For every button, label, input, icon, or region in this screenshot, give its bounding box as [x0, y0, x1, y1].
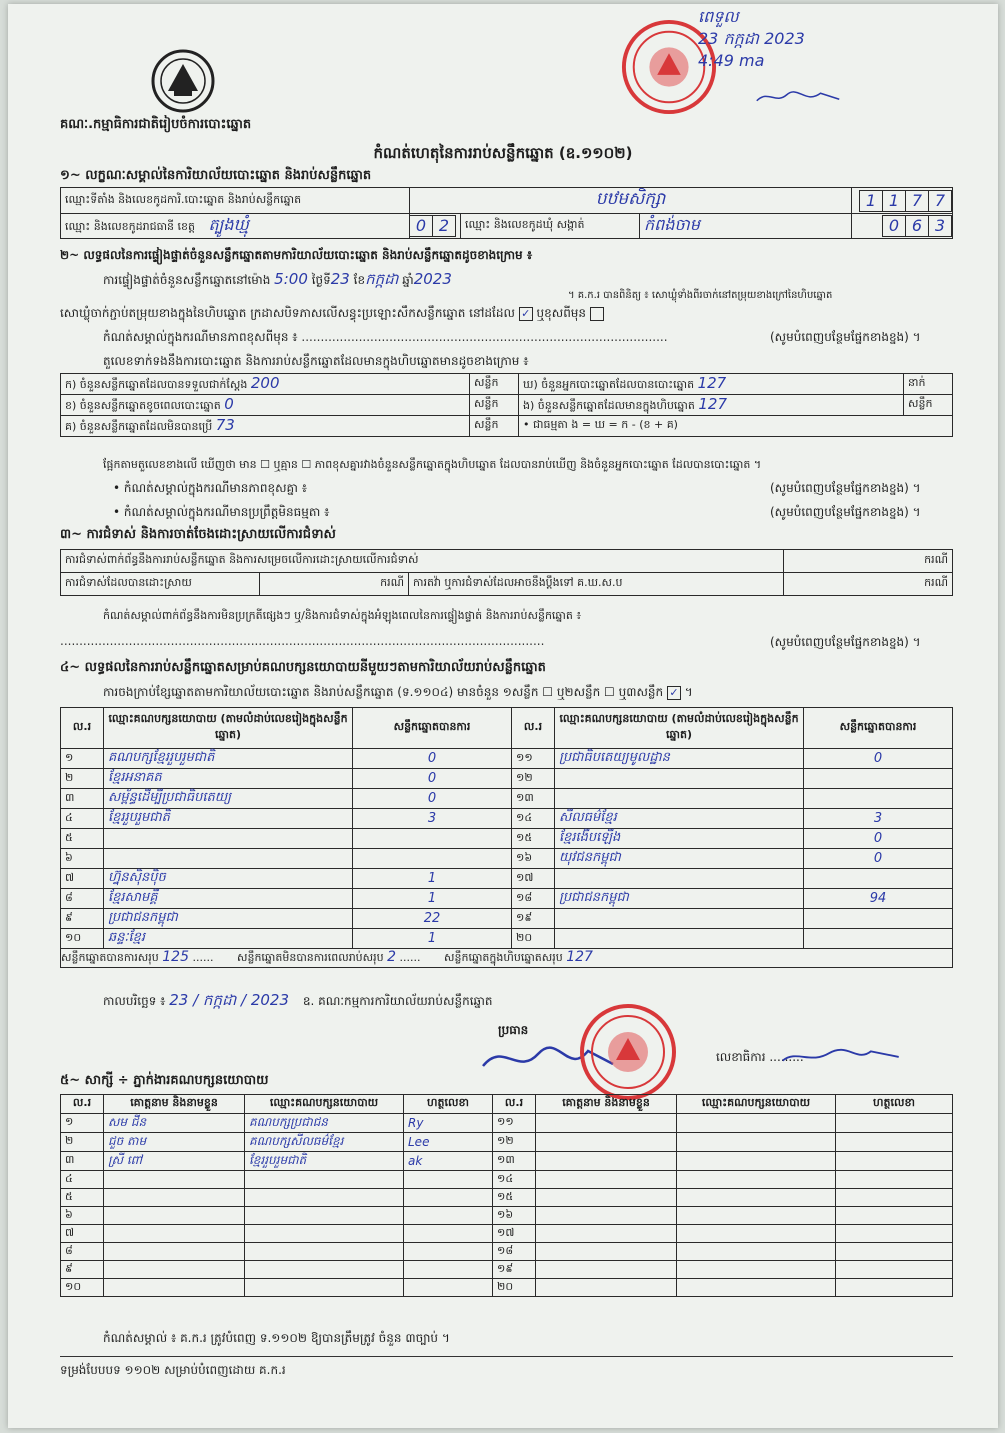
witness-row — [61, 1171, 953, 1189]
station-name-value: បឋមសិក្សា — [410, 188, 852, 214]
secretary-line: លេខាធិការ ......... — [716, 1050, 804, 1064]
witness-number: ១០ — [61, 1279, 104, 1297]
witness-number: ១៣ — [493, 1152, 536, 1171]
witness-party — [677, 1189, 836, 1207]
date-line: កាលបរិច្ឆេទ ៖ 23 / កក្កដា / 2023 ឧ. គណៈកម្មការការិយាល័យរាប់សន្លឹកឆ្នោត — [103, 991, 493, 1009]
party-number: ២ — [61, 769, 104, 789]
party-row — [61, 809, 953, 829]
party-number: ៥ — [61, 829, 104, 849]
party-number: ១៣ — [512, 789, 555, 809]
verification-day: 23 — [330, 270, 350, 288]
witness-number: ៦ — [61, 1207, 104, 1225]
witness-row — [61, 1243, 953, 1261]
witness-party — [677, 1152, 836, 1171]
witness-name — [104, 1189, 245, 1207]
witness-number: ១ — [61, 1114, 104, 1133]
witness-name — [536, 1189, 677, 1207]
witness-number: ៨ — [61, 1243, 104, 1261]
witness-row — [61, 1189, 953, 1207]
witness-party — [245, 1279, 404, 1297]
party-name — [104, 849, 353, 869]
witness-party — [677, 1243, 836, 1261]
party-number: ១០ — [61, 929, 104, 949]
spoiled-label: ខ) ចំនួនសន្លឹកឆ្នោតខូចពេលបោះឆ្នោត — [65, 399, 221, 412]
party-name — [555, 909, 804, 929]
witness-signature — [836, 1189, 953, 1207]
bullet-difference: • កំណត់សម្គាល់ក្នុងករណីមានភាពខុសគ្នា ៖ — [113, 481, 308, 495]
party-votes — [353, 849, 512, 869]
sheet-count-line: ការចងក្រាប់ខ្សែឆ្នោតតាមការិយាល័យបោះឆ្នោត និងរាប់សន្លឹកឆ្នោត (ទ.១១០៤) មានចំនួន ១សន្លឹក ☐ ឬ២សន្លឹក ☐ ឬ៣សន្លឹក ✓ ។ — [103, 685, 693, 699]
witness-number: ១២ — [493, 1133, 536, 1152]
party-number: ១៧ — [512, 869, 555, 889]
in-box-label: ង) ចំនួនសន្លឹកឆ្នោតដែលមានក្នុងហិបឆ្នោត — [523, 399, 695, 412]
party-name: សម្ព័ន្ធដើម្បីប្រជាធិបតេយ្យ — [104, 789, 353, 809]
party-row — [61, 749, 953, 769]
witness-party — [245, 1189, 404, 1207]
party-votes — [804, 909, 953, 929]
witness-name — [536, 1207, 677, 1225]
party-number: ១៦ — [512, 849, 555, 869]
form-title: កំណត់ហេតុនៃការរាប់សន្លឹកឆ្នោត (ឧ.១១០២) — [373, 144, 633, 162]
witness-party — [245, 1171, 404, 1189]
witness-name — [536, 1279, 677, 1297]
witness-party — [677, 1225, 836, 1243]
counts-table: ក) ចំនួនសន្លឹកឆ្នោតដែលបានទទួលជាក់ស្តែង 200 សន្លឹក ឃ) ចំនួនអ្នកបោះឆ្នោតដែលបានបោះឆ្នោត 127 នាក់ ខ) ចំនួនសន្លឹកឆ្នោតខូចពេលបោះឆ្នោត 0 សន្លឹក ង) ចំនួនសន្លឹកឆ្នោតដែលមានក្នុងហិបឆ្នោត 127 សន្លឹក គ) ចំនួនសន្លឹកឆ្នោតដែលមិនបានប្រើ 73 សន្លឹក • ជាធម្មតា ង = ឃ = ក - (ខ + គ) — [60, 373, 953, 437]
witness-party — [677, 1114, 836, 1133]
difference-note: កំណត់សម្គាល់ក្នុងករណីមានភាពខុសពីមុន ៖ ................................................................................................ — [103, 330, 668, 344]
witness-row — [61, 1114, 953, 1133]
witness-name — [104, 1171, 245, 1189]
witness-party — [677, 1279, 836, 1297]
official-stamp-bottom — [578, 1002, 678, 1102]
party-name: យុវជនកម្ពុជា — [555, 849, 804, 869]
party-votes: 94 — [804, 889, 953, 909]
witness-number: ៤ — [61, 1171, 104, 1189]
appealed-complaints: ការតវ៉ា ឬការជំទាស់ដែលអាចនឹងប្តឹងទៅ គ.ឃ.ស.ប — [409, 573, 784, 596]
footer-divider — [60, 1356, 953, 1357]
party-votes — [804, 789, 953, 809]
party-name: សីលធម៌ខ្មែរ — [555, 809, 804, 829]
witness-name: ជួច តាម — [104, 1133, 245, 1152]
station-name-label: ឈ្មោះទីតាំង និងលេខកូដការិ.បោះឆ្នោត និងរាប់សន្លឹកឆ្នោត — [61, 188, 410, 214]
witness-signature: Lee — [404, 1133, 493, 1152]
witness-party: គណបក្សប្រជាជន — [245, 1114, 404, 1133]
witness-number: ៥ — [61, 1189, 104, 1207]
party-votes: 22 — [353, 909, 512, 929]
party-votes: 1 — [353, 869, 512, 889]
witness-row — [61, 1279, 953, 1297]
witness-row — [61, 1152, 953, 1171]
witness-name — [536, 1133, 677, 1152]
party-number: ១៤ — [512, 809, 555, 829]
total-in-box-label: សន្លឹកឆ្នោតក្នុងហិបឆ្នោតសរុប — [444, 951, 563, 964]
party-name: ប្រជាធិបតេយ្យមូលដ្ឋាន — [555, 749, 804, 769]
witness-signature — [836, 1279, 953, 1297]
witness-number: ១៤ — [493, 1171, 536, 1189]
commune-code: 0 6 3 — [852, 214, 953, 239]
party-number: ៨ — [61, 889, 104, 909]
total-invalid-value: 2 — [387, 949, 397, 965]
party-votes: 0 — [804, 849, 953, 869]
party-number: ៦ — [61, 849, 104, 869]
received-value: 200 — [250, 374, 280, 392]
party-name: ខ្មែររួបរួមជាតិ — [104, 809, 353, 829]
party-number: ១៩ — [512, 909, 555, 929]
witness-number: ១៨ — [493, 1243, 536, 1261]
chair-label: ប្រធាន — [498, 1023, 529, 1037]
witness-party — [245, 1225, 404, 1243]
form-footer: ទម្រង់បែបបទ ១១០២ សម្រាប់បំពេញដោយ គ.ក.រ — [60, 1363, 286, 1377]
witness-number: ១៦ — [493, 1207, 536, 1225]
received-label: ក) ចំនួនសន្លឹកឆ្នោតដែលបានទទួលជាក់ស្តែង — [65, 378, 248, 391]
party-number: ៧ — [61, 869, 104, 889]
fill-hint: (សូមបំពេញបន្ថែមផ្នែកខាងខ្នង) ។ — [770, 330, 921, 344]
verification-year: 2023 — [413, 270, 452, 288]
complaints-table: ការជំទាស់ពាក់ព័ន្ធនឹងការរាប់សន្លឹកឆ្នោត និងការសម្រេចលើការដោះស្រាយលើការជំទាស់ ករណី ការជំទាស់ដែលបានដោះស្រាយ ករណី ការតវ៉ា ឬការជំទាស់ដែលអាចនឹងប្តឹងទៅ គ.ឃ.ស.ប ករណី — [60, 549, 953, 596]
party-row — [61, 929, 953, 949]
province-value: ត្បូងឃ្មុំ — [208, 215, 249, 234]
party-row — [61, 889, 953, 909]
witness-signature — [404, 1171, 493, 1189]
witness-signature — [836, 1261, 953, 1279]
party-number: ៩ — [61, 909, 104, 929]
party-votes: 0 — [804, 829, 953, 849]
party-votes — [804, 929, 953, 949]
witness-signature — [404, 1261, 493, 1279]
party-name: ហ្វ៊ុនស៊ិនប៉ិច — [104, 869, 353, 889]
party-votes: 0 — [353, 749, 512, 769]
witness-name — [536, 1171, 677, 1189]
secretary-signature — [778, 1042, 908, 1070]
unused-label: គ) ចំនួនសន្លឹកឆ្នោតដែលមិនបានប្រើ — [65, 420, 213, 433]
verification-time: 5:00 — [274, 270, 308, 288]
party-name: គណបក្សខ្មែររួបរួមជាតិ — [104, 749, 353, 769]
witness-number: ១៧ — [493, 1225, 536, 1243]
party-number: ៣ — [61, 789, 104, 809]
receiver-signature — [753, 82, 843, 112]
party-number: ១២ — [512, 769, 555, 789]
witness-signature — [404, 1279, 493, 1297]
bullet-irregular: • កំណត់សម្គាល់ក្នុងករណីមានប្រព្រឹត្តមិនធម្មតា ៖ — [113, 505, 330, 519]
seal-line: សោឃ្លុំចាក់ភ្ជាប់តម្រុយខាងក្នុងនៃហិបឆ្នោត ក្រដាសបិទភាសលើសន្ធុះប្រឡោះសឹកសន្លឹកឆ្នោត នៅដដែល ✓ ឬខុសពីមុន — [60, 305, 604, 323]
witness-name — [104, 1261, 245, 1279]
witness-name — [536, 1261, 677, 1279]
witness-number: ១៥ — [493, 1189, 536, 1207]
witness-party — [677, 1207, 836, 1225]
three-sheets-checkbox[interactable]: ✓ — [667, 686, 681, 700]
voters-value: 127 — [697, 374, 727, 392]
verification-month: កក្កដា — [365, 270, 399, 288]
witness-signature — [836, 1133, 953, 1152]
party-row — [61, 869, 953, 889]
party-row — [61, 909, 953, 929]
witness-signature: ak — [404, 1152, 493, 1171]
party-number: ៤ — [61, 809, 104, 829]
witness-number: ៧ — [61, 1225, 104, 1243]
witness-signature — [404, 1189, 493, 1207]
different-checkbox[interactable] — [590, 307, 604, 321]
witness-row — [61, 1261, 953, 1279]
witness-party — [677, 1261, 836, 1279]
witness-row — [61, 1225, 953, 1243]
witness-party: គណបក្សសីលធម៌ខ្មែរ — [245, 1133, 404, 1152]
witness-signature: Ry — [404, 1114, 493, 1133]
witness-table: ល.រ គោត្តនាម និងនាមខ្លួន ឈ្មោះគណបក្សនយោបាយ ហត្ថលេខា ល.រ គោត្តនាម និងនាមខ្លួន ឈ្មោះគណបក្សនយោបាយ ហត្ថលេខា ១ សម ជីន គណបក្សប្រជាជន Ry ១១ ២ ជួច តាម គណបក្សសីលធម៌ខ្មែរ Lee ១២ ៣ ស្រី ពៅ ខ្មែររួបរួមជាតិ ak ១៣ ៤ ១៤ ៥ ១៥ ៦ ១៦ ៧ ១៧ ៨ ១៨ ៩ ១៩ ១០ ២០ — [60, 1094, 953, 1297]
polling-station-table — [60, 187, 953, 239]
total-valid-value: 125 — [162, 949, 189, 965]
witness-name — [104, 1279, 245, 1297]
witness-signature — [836, 1171, 953, 1189]
party-votes: 0 — [804, 749, 953, 769]
party-name: ប្រជាជនកម្ពុជា — [104, 909, 353, 929]
witness-name — [536, 1225, 677, 1243]
party-votes — [804, 869, 953, 889]
witness-name — [104, 1243, 245, 1261]
party-results-table: ល.រ ឈ្មោះគណបក្សនយោបាយ (តាមលំដាប់លេខរៀងក្នុងសន្លឹកឆ្នោត) សន្លឹកឆ្នោតបានការ ល.រ ឈ្មោះគណបក្សនយោបាយ (តាមលំដាប់លេខរៀងក្នុងសន្លឹកឆ្នោត) សន្លឹកឆ្នោតបានការ ១ គណបក្សខ្មែររួបរួមជាតិ 0 ១១ ប្រជាធិបតេយ្យមូលដ្ឋាន 0 ២ ខ្មែរអនាគត 0 ១២ ៣ សម្ព័ន្ធដើម្បីប្រជាធិបតេយ្យ 0 ១៣ ៤ ខ្មែររួបរួមជាតិ 3 ១៤ សីលធម៌ខ្មែរ 3 ៥ ១៥ ខ្មែរងើបឡើង 0 ៦ ១៦ យុវជនកម្ពុជា 0 ៧ ហ្វ៊ុនស៊ិនប៉ិច 1 ១៧ ៨ ខ្មែរសាមគ្គី 1 ១៨ ប្រជាជនកម្ពុជា 94 ៩ ប្រជាជនកម្ពុជា 22 ១៩ ១០ ឆន្ទៈខ្មែរ 1 ២០ សន្លឹកឆ្នោតបានការសរុប 125 ...... សន្លឹកឆ្នោតមិនបានការពេលរាប់សរុប 2 ...... សន្លឹកឆ្នោតក្នុងហិបឆ្នោតសរុប 127 — [60, 707, 953, 968]
witness-party — [245, 1207, 404, 1225]
total-invalid-label: សន្លឹកឆ្នោតមិនបានការពេលរាប់សរុប — [236, 951, 384, 964]
party-votes: 1 — [353, 929, 512, 949]
party-number: ១៨ — [512, 889, 555, 909]
committee-emblem-icon — [148, 46, 218, 116]
party-name: ខ្មែរសាមគ្គី — [104, 889, 353, 909]
party-name: ខ្មែរងើបឡើង — [555, 829, 804, 849]
witness-party — [677, 1133, 836, 1152]
witness-number: ១១ — [493, 1114, 536, 1133]
witness-name — [104, 1225, 245, 1243]
witness-signature — [404, 1225, 493, 1243]
province-label: ឈ្មោះ និងលេខកូដរាជធានី ខេត្ត — [65, 220, 195, 233]
witness-row — [61, 1133, 953, 1152]
witness-name — [104, 1207, 245, 1225]
witness-number: ៩ — [61, 1261, 104, 1279]
party-name — [104, 829, 353, 849]
party-row — [61, 789, 953, 809]
party-name: ប្រជាជនកម្ពុជា — [555, 889, 804, 909]
witness-signature — [404, 1243, 493, 1261]
same-checkbox[interactable]: ✓ — [519, 307, 533, 321]
section2-title: ២~ លទ្ធផលនៃការផ្ទៀងផ្ទាត់ចំនួនសន្លឹកឆ្នោតតាមការិយាល័យបោះឆ្នោត និងរាប់សន្លឹកឆ្នោតដូចខាងក្រោម ៖ — [60, 248, 533, 262]
organization-name: គណៈ.កម្មាធិការជាតិរៀបចំការបោះឆ្នោត — [60, 117, 252, 132]
party-votes: 1 — [353, 889, 512, 909]
verification-line-tail: ។ គ.ក.រ បានពិនិត្យ ៖ សោឃ្លុំទាំងពីរចាក់នៅតម្រុយខាងក្រៅនៃហិបឆ្នោត — [568, 290, 833, 301]
total-in-box-value: 127 — [566, 949, 593, 965]
witness-name: ស្រី ពៅ — [104, 1152, 245, 1171]
commune-label: ឈ្មោះ និងលេខកូដឃុំ សង្កាត់ — [461, 214, 640, 239]
party-number: ១ — [61, 749, 104, 769]
party-votes: 0 — [353, 789, 512, 809]
witness-party — [245, 1243, 404, 1261]
spoiled-value: 0 — [224, 395, 234, 413]
ballot-count-form: គណៈ.កម្មាធិការជាតិរៀបចំការបោះឆ្នោត ពេទួល 23 កក្កដា 2023 4:49 ma កំណត់ហេតុនៃការរាប់សន្លឹកឆ្នោត (ឧ.១១០២) ១~ លក្ខណៈសម្គាល់នៃការិយាល័យបោះឆ្នោត និងរាប់សន្លឹកឆ្នោត ឈ្មោះទីតាំង និងលេខកូដការិ.បោះឆ្នោត និងរាប់សន្លឹកឆ្នោត បឋមសិក្សា 1 1 7 7 ឈ្មោះ និងលេខកូដរាជធានី ខេត្ត ត្បូងឃ្មុំ 0 2 ឈ្មោះ និងលេខកូដឃុំ សង្កាត់ កំពង់ចាម 0 6 3 ២~ លទ្ធផលនៃការផ្ទៀងផ្ទាត់ចំនួនសន្លឹកឆ្នោតតាមការិយាល័យបោះឆ្នោត និងរាប់សន្លឹកឆ្នោតដូចខាងក្រោម ៖ ការផ្ទៀងផ្ទាត់ចំនួនសន្លឹកឆ្នោតនៅម៉ោង 5:00 ថ្ងៃទី23 ខែកក្កដា ឆ្នាំ2023 ។ គ.ក.រ បានពិនិត្យ ៖ សោឃ្លុំទាំងពីរចាក់នៅតម្រុយខាងក្រៅនៃហិបឆ្នោត សោឃ្លុំចាក់ភ្ជាប់តម្រុយខាងក្នុងនៃហិបឆ្នោត ក្រដាសបិទភាសលើសន្ធុះប្រឡោះសឹកសន្លឹកឆ្នោត នៅដដែល ✓ ឬខុសពីមុន កំណត់សម្គាល់ក្នុងករណីមានភាពខុសពីមុន ៖ ................................................................................................ (សូមបំពេញបន្ថែមផ្នែកខាងខ្នង) ។ តួលេខទាក់ទងនឹងការបោះឆ្នោត និងការរាប់សន្លឹកឆ្នោតដែលមានក្នុងហិបឆ្នោតមានដូចខាងក្រោម ៖ ក) ចំនួនសន្លឹកឆ្នោតដែលបានទទួលជាក់ស្តែង 200 សន្លឹក ឃ) ចំនួនអ្នកបោះឆ្នោតដែលបានបោះឆ្នោត 127 នាក់ ខ) ចំនួនសន្លឹកឆ្នោតខូចពេលបោះឆ្នោត 0 សន្លឹក ង) ចំនួនសន្លឹកឆ្នោតដែលមានក្នុងហិបឆ្នោត 127 សន្លឹក គ) ចំនួនសន្លឹកឆ្នោតដែលមិនបានប្រើ 73 សន្លឹក • ជាធម្មតា ង = ឃ = ក - (ខ + គ) ផ្អែកតាមតួលេខខាងលើ ឃើញថា មាន ☐ ឬគ្មាន ☐ ភាពខុសគ្នារវាងចំនួនសន្លឹកឆ្នោតក្នុងហិបឆ្នោត ដែលបានរាប់ឃើញ និងចំនួនអ្នកបោះឆ្នោត ដែលបានបោះឆ្នោត ។ • កំណត់សម្គាល់ក្នុងករណីមានភាពខុសគ្នា ៖ (សូមបំពេញបន្ថែមផ្នែកខាងខ្នង) ។ • កំណត់សម្គាល់ក្នុងករណីមានប្រព្រឹត្តមិនធម្មតា ៖ (សូមបំពេញបន្ថែមផ្នែកខាងខ្នង) ។ ៣~ ការជំទាស់ និងការចាត់ចែងដោះស្រាយលើការជំទាស់ ការជំទាស់ពាក់ព័ន្ធនឹងការរាប់សន្លឹកឆ្នោត និងការសម្រេចលើការដោះស្រាយលើការជំទាស់ ករណី ការជំទាស់ដែលបានដោះស្រាយ ករណី ការតវ៉ា ឬការជំទាស់ដែលអាចនឹងប្តឹងទៅ គ.ឃ.ស.ប ករណី កំណត់សម្គាល់ពាក់ព័ន្ធនឹងការមិនប្រក្រតីផ្សេងៗ ឬ/និងការជំទាស់ក្នុងអំឡុងពេលនៃការផ្ទៀងផ្ទាត់ និងការរាប់សន្លឹកឆ្នោត ៖ ............................................................................................................................... (សូមបំពេញបន្ថែមផ្នែកខាងខ្នង) ។ ៤~ លទ្ធផលនៃការរាប់សន្លឹកឆ្នោតសម្រាប់គណបក្សនយោបាយនីមួយៗតាមការិយាល័យរាប់សន្លឹកឆ្នោត ការចងក្រាប់ខ្សែឆ្នោតតាមការិយាល័យបោះឆ្នោត និងរាប់សន្លឹកឆ្នោត (ទ.១១០៤) មានចំនួន ១សន្លឹក ☐ ឬ២សន្លឹក ☐ ឬ៣សន្លឹក ✓ ។ ល.រ ឈ្មោះគណបក្សនយោបាយ (តាមលំដាប់លេខរៀងក្នុងសន្លឹកឆ្នោត) សន្លឹកឆ្នោតបានការ ល.រ ឈ្មោះគណបក្សនយោបាយ (តាមលំដាប់លេខរៀងក្នុងសន្លឹកឆ្នោត) សន្លឹកឆ្នោតបានការ ១ គណបក្សខ្មែររួបរួមជាតិ 0 ១១ ប្រជាធិបតេយ្យមូលដ្ឋាន 0 ២ ខ្មែរអនាគត 0 ១២ ៣ សម្ព័ន្ធដើម្បីប្រជាធិបតេយ្យ 0 ១៣ ៤ ខ្មែររួបរួមជាតិ 3 ១៤ សីលធម៌ខ្មែរ 3 ៥ ១៥ ខ្មែរងើបឡើង 0 ៦ ១៦ យុវជនកម្ពុជា 0 ៧ ហ្វ៊ុនស៊ិនប៉ិច 1 ១៧ ៨ ខ្មែរសាមគ្គី 1 ១៨ ប្រជាជនកម្ពុជា 94 ៩ ប្រជាជនកម្ពុជា 22 ១៩ ១០ ឆន្ទៈខ្មែរ 1 ២០ សន្លឹកឆ្នោតបានការសរុប 125 ...... សន្លឹកឆ្នោតមិនបានការពេលរាប់សរុប 2 ...... សន្លឹកឆ្នោតក្នុងហិបឆ្នោតសរុប 127 កាលបរិច្ឆេទ ៖ 23 / កក្កដា / 2023 ឧ. គណៈកម្មការការិយាល័យរាប់សន្លឹកឆ្នោត ប្រធាន លេខាធិការ ......... ៥~ សាក្សី ÷ ភ្នាក់ងារគណបក្សនយោបាយ ល.រ គោត្តនាម និងនាមខ្លួន ឈ្មោះគណបក្សនយោបាយ ហត្ថលេខា ល.រ គោត្តនាម និងនាមខ្លួន ឈ្មោះគណបក្សនយោបាយ ហត្ថលេខា ១ សម ជីន គណបក្សប្រជាជន Ry ១១ ២ ជួច តាម គណបក្សសីលធម៌ខ្មែរ Lee ១២ ៣ ស្រី ពៅ ខ្មែររួបរួមជាតិ ak ១៣ ៤ ១៤ ៥ ១៥ ៦ ១៦ ៧ ១៧ ៨ ១៨ ៩ ១៩ ១០ ២០ កំណត់សម្គាល់ ៖ គ.ក.រ ត្រូវបំពេញ ទ.១១០២ ឱ្យបានត្រឹមត្រូវ ចំនួន ៣ច្បាប់ ។ ទម្រង់បែបបទ ១១០២ សម្រាប់បំពេញដោយ គ.ក.រ — [8, 4, 998, 1428]
party-number: ១៥ — [512, 829, 555, 849]
unused-value: 73 — [215, 416, 235, 434]
complaints-related: ការជំទាស់ពាក់ព័ន្ធនឹងការរាប់សន្លឹកឆ្នោត និងការសម្រេចលើការដោះស្រាយលើការជំទាស់ — [61, 550, 784, 573]
section5-title: ៥~ សាក្សី ÷ ភ្នាក់ងារគណបក្សនយោបាយ — [60, 1073, 269, 1088]
receipt-note: ពេទួល 23 កក្កដា 2023 4:49 ma — [698, 7, 805, 70]
section1-title: ១~ លក្ខណៈសម្គាល់នៃការិយាល័យបោះឆ្នោត និងរាប់សន្លឹកឆ្នោត — [60, 168, 372, 183]
party-number: ១១ — [512, 749, 555, 769]
complaint-note: កំណត់សម្គាល់ពាក់ព័ន្ធនឹងការមិនប្រក្រតីផ្សេងៗ ឬ/និងការជំទាស់ក្នុងអំឡុងពេលនៃការផ្ទៀងផ្ទាត់ និងការរាប់សន្លឹកឆ្នោត ៖ — [103, 609, 582, 622]
witness-row — [61, 1207, 953, 1225]
witness-name — [536, 1243, 677, 1261]
party-row — [61, 769, 953, 789]
witness-party: ខ្មែររួបរួមជាតិ — [245, 1152, 404, 1171]
witness-signature — [404, 1207, 493, 1225]
witness-number: ២០ — [493, 1279, 536, 1297]
in-box-value: 127 — [698, 395, 728, 413]
party-row — [61, 849, 953, 869]
witness-name — [536, 1152, 677, 1171]
witness-number: ១៩ — [493, 1261, 536, 1279]
voters-label: ឃ) ចំនួនអ្នកបោះឆ្នោតដែលបានបោះឆ្នោត — [523, 378, 695, 391]
party-name: ខ្មែរអនាគត — [104, 769, 353, 789]
party-votes — [353, 829, 512, 849]
party-votes: 3 — [353, 809, 512, 829]
count-date: 23 / កក្កដា / 2023 — [169, 991, 290, 1009]
party-row — [61, 829, 953, 849]
witness-party — [677, 1171, 836, 1189]
party-votes: 3 — [804, 809, 953, 829]
witness-name: សម ជីន — [104, 1114, 245, 1133]
witness-signature — [836, 1207, 953, 1225]
party-name — [555, 929, 804, 949]
witness-signature — [836, 1114, 953, 1133]
formula: • ជាធម្មតា ង = ឃ = ក - (ខ + គ) — [519, 416, 953, 437]
section3-title: ៣~ ការជំទាស់ និងការចាត់ចែងដោះស្រាយលើការជំទាស់ — [60, 527, 336, 542]
province-code: 0 2 — [410, 214, 461, 239]
footnote: កំណត់សម្គាល់ ៖ គ.ក.រ ត្រូវបំពេញ ទ.១១០២ ឱ្យបានត្រឹមត្រូវ ចំនួន ៣ច្បាប់ ។ — [103, 1331, 450, 1345]
witness-signature — [836, 1225, 953, 1243]
station-code: 1 1 7 7 — [852, 188, 953, 214]
party-name — [555, 769, 804, 789]
party-votes: 0 — [353, 769, 512, 789]
compare-line: ផ្អែកតាមតួលេខខាងលើ ឃើញថា មាន ☐ ឬគ្មាន ☐ ភាពខុសគ្នារវាងចំនួនសន្លឹកឆ្នោតក្នុងហិបឆ្នោត ដែលបានរាប់ឃើញ និងចំនួនអ្នកបោះឆ្នោត ដែលបានបោះឆ្នោត ។ — [103, 458, 762, 471]
commune-value: កំពង់ចាម — [640, 214, 852, 239]
resolved-complaints: ការជំទាស់ដែលបានដោះស្រាយ — [61, 573, 260, 596]
party-name — [555, 869, 804, 889]
party-number: ២០ — [512, 929, 555, 949]
verification-line: ការផ្ទៀងផ្ទាត់ចំនួនសន្លឹកឆ្នោតនៅម៉ោង 5:00 ថ្ងៃទី23 ខែកក្កដា ឆ្នាំ2023 — [103, 270, 452, 288]
witness-party — [245, 1261, 404, 1279]
witness-number: ២ — [61, 1133, 104, 1152]
witness-signature — [836, 1152, 953, 1171]
party-name: ឆន្ទៈខ្មែរ — [104, 929, 353, 949]
party-votes — [804, 769, 953, 789]
section4-title: ៤~ លទ្ធផលនៃការរាប់សន្លឹកឆ្នោតសម្រាប់គណបក្សនយោបាយនីមួយៗតាមការិយាល័យរាប់សន្លឹកឆ្នោត — [60, 660, 546, 675]
witness-signature — [836, 1243, 953, 1261]
counts-intro: តួលេខទាក់ទងនឹងការបោះឆ្នោត និងការរាប់សន្លឹកឆ្នោតដែលមានក្នុងហិបឆ្នោតមានដូចខាងក្រោម ៖ — [103, 354, 529, 368]
witness-name — [536, 1114, 677, 1133]
total-valid-label: សន្លឹកឆ្នោតបានការសរុប — [61, 951, 159, 964]
party-name — [555, 789, 804, 809]
witness-number: ៣ — [61, 1152, 104, 1171]
